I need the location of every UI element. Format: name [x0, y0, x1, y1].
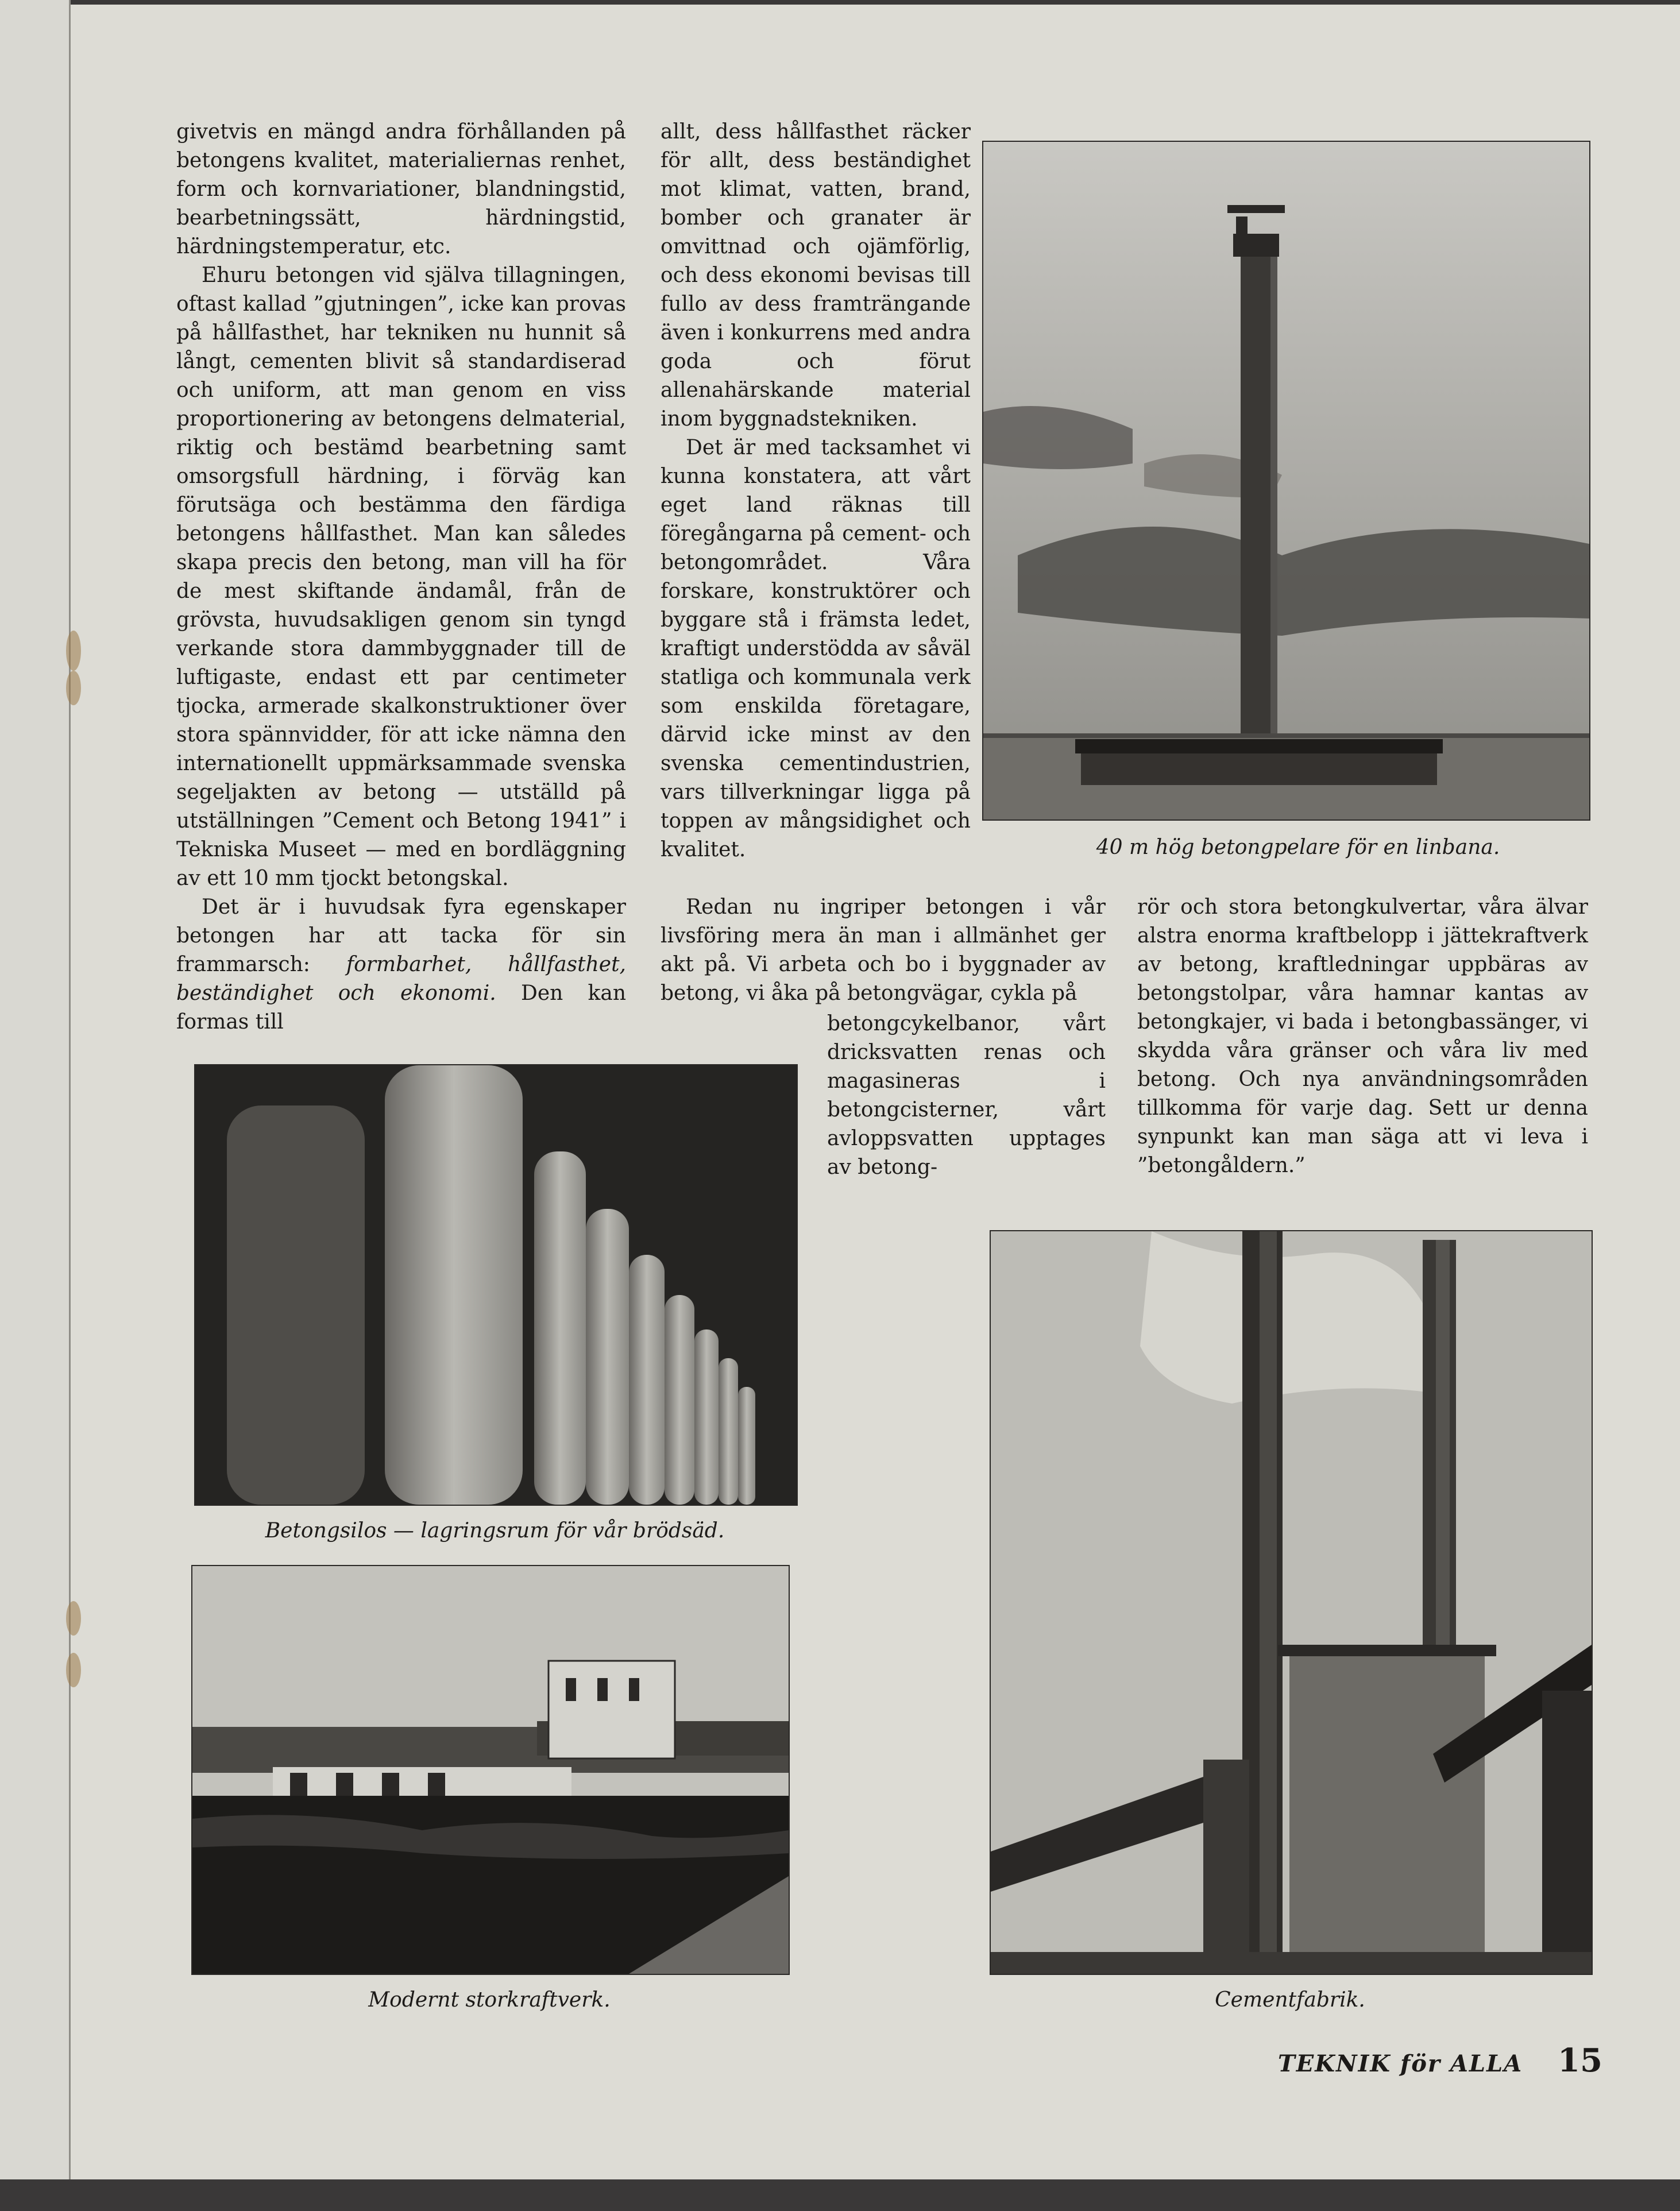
article-column-2b	[827, 1010, 1106, 1182]
paragraph: Redan nu ingriper betongen i vår livsföring mera än man i allmänhet ger akt på. Vi arbeta och bo i byggnader av betong, vi åka på betongvägar, cykla på	[661, 895, 1106, 1005]
caption-power-plant: Modernt storkraftverk.	[368, 1988, 611, 2012]
paragraph	[176, 893, 626, 1037]
photo-silos	[194, 1064, 798, 1506]
paper-stain	[66, 671, 81, 705]
photo-concrete-tower	[982, 141, 1590, 821]
paragraph-text: Det är i huvudsak fyra egenskaper betongen har att tacka för sin frammarsch:	[176, 895, 626, 976]
paragraph: Det är med tacksamhet vi kunna konstatera, att vårt eget land räknas till föregångarna på cement- och betongområdet. Våra forskare, konstruktörer och byggare stå i främsta ledet, kraftigt understödda av såväl statliga och kommunala verk som enskilda företagare, därvid icke minst av den svenska cementindustrien, vars tillverkningar ligga på toppen av mångsidighet och kvalitet.	[661, 436, 971, 861]
magazine-name: TEKNIK för ALLA	[1278, 2050, 1523, 2077]
article-column-1	[176, 118, 626, 1037]
facing-page-edge	[0, 0, 71, 2179]
article-column-3	[1137, 893, 1588, 1180]
paragraph: Ehuru betongen vid själva tillagningen, oftast kallad ”gjutningen”, icke kan provas på hållfasthet, har tekniken nu hunnit så långt, cementen blivit så standardiserad och uniform, att man genom en viss proportionering av betongens delmaterial, riktig och bestämd bearbetning samt omsorgsfull härdning, i förväg kan förutsäga och bestämma den färdiga betongens hållfasthet. Man kan således skapa precis den betong, man vill ha för de mest skiftande ändamål, från de grövsta, huvudsakligen genom sin tyngd verkande stora dammbyggnader till de luftigaste, endast ett par centimeter tjocka, armerade skalkonstruktioner över stora spännvidder, för att icke nämna den internationellt uppmärksammade svenska segeljakten av betong — utställd på utställningen ”Cement och Betong 1941” i Tekniska Museet — med en bordläggning av ett 10 mm tjockt betongskal.	[176, 264, 626, 890]
article-column-2	[661, 118, 971, 864]
paper-stain	[66, 1653, 81, 1687]
paragraph: rör och stora betongkulvertar, våra älvar alstra enorma kraftbelopp i jättekraftverk av betong, kraftledningar uppbäras av betongstolpar, våra hamnar kantas av betongkajer, vi bada i betongbassänger, vi skydda våra gränser och våra liv med betong. Och nya användningsområden tillkomma för varje dag. Sett ur denna synpunkt kan man säga att vi leva i ”betongåldern.”	[1137, 895, 1588, 1177]
paragraph: allt, dess hållfasthet räcker för allt, dess beständighet mot klimat, vatten, brand, bomber och granater är omvittnad och ojämförlig, och dess ekonomi bevisas till fullo av dess framträngande även i konkurrens med andra goda och förut allenahärskande material inom byggnadstekniken.	[661, 120, 971, 431]
paragraph: betongcykelbanor, vårt dricksvatten renas och magasineras i betongcisterner, vårt avloppsvatten upptages av betong-	[827, 1012, 1106, 1179]
page-number: 15	[1558, 2042, 1602, 2079]
paragraph-text: Den kan formas till	[176, 981, 627, 1034]
caption-cement-factory: Cementfabrik.	[1215, 1988, 1365, 2012]
emphasized-properties: formbarhet, hållfasthet, beständighet och ekonomi.	[176, 953, 626, 1005]
photo-cement-factory	[990, 1230, 1593, 1975]
background-surface	[0, 2179, 1680, 2211]
article-wide-paragraph	[661, 893, 1106, 1008]
paragraph: givetvis en mängd andra förhållanden på betongens kvalitet, materialiernas renhet, form och kornvariationer, blandningstid, bearbetningssätt, härdningstid, härdningstemperatur, etc.	[176, 120, 626, 258]
caption-tower: 40 m hög betongpelare för en linbana.	[1096, 836, 1500, 859]
photo-power-plant	[191, 1565, 790, 1975]
paper-stain	[66, 631, 81, 671]
caption-silos: Betongsilos — lagringsrum för vår brödsäd.	[265, 1519, 725, 1543]
paper-stain	[66, 1601, 81, 1636]
